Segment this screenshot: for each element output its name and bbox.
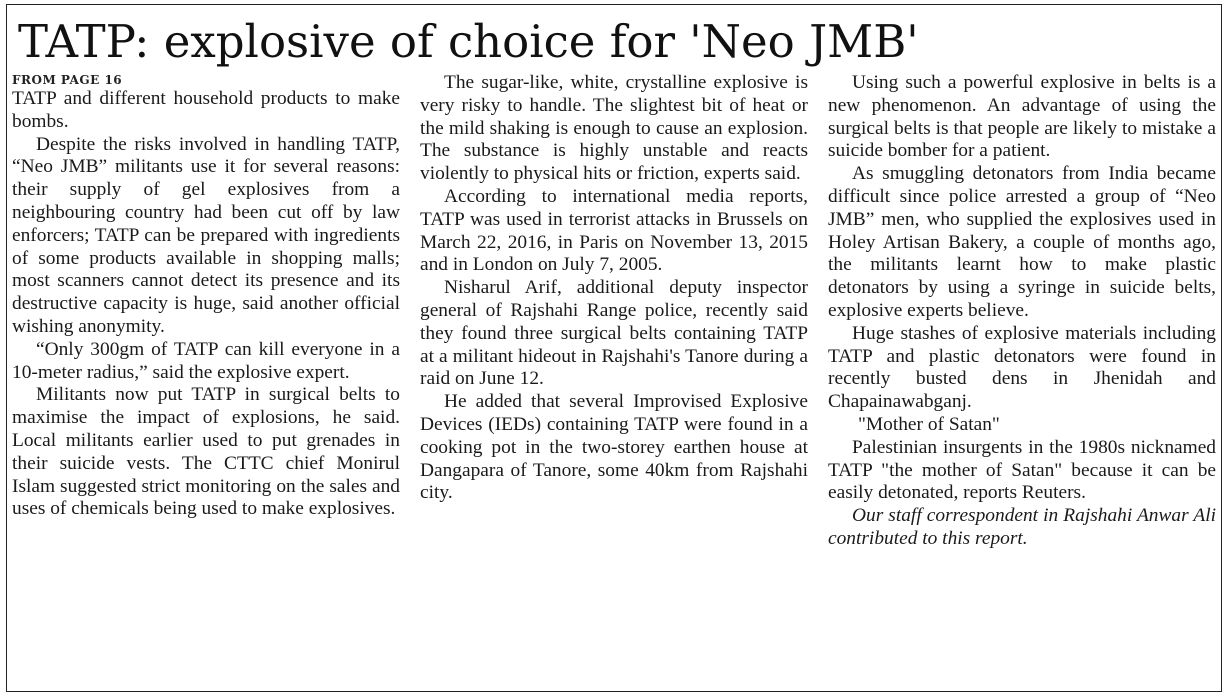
paragraph: Using such a powerful explosive in belts is a new phenomenon. An advantage of using the surgical belts is that people are likely to mistake a suicide bomber for a patient. bbox=[828, 72, 1216, 162]
byline: Our staff correspondent in Rajshahi Anwar Ali contributed to this report. bbox=[828, 505, 1216, 549]
paragraph: Huge stashes of explosive materials including TATP and plastic detonators were found in recently busted dens in Jhenidah and Chapainawabganj. bbox=[828, 322, 1216, 413]
paragraph: According to international media reports, TATP was used in terrorist attacks in Brussels on March 22, 2016, in Paris on November 13, 2015 and in London on July 7, 2005. bbox=[420, 185, 808, 276]
paragraph: Despite the risks involved in handling TATP, “Neo JMB” militants use it for several reasons: their supply of gel explosives from a neighbouring country had been cut off by law enforcers; TATP can be prepared with ingredients of some products available in shopping malls; most scanners cannot detect its presence and its destructive capacity is huge, said another official wishing anonymity. bbox=[12, 133, 400, 337]
paragraph: As smuggling detonators from India became difficult since police arrested a group of “Neo JMB” men, who supplied the explosives used in Holey Artisan Bakery, a couple of months ago, the militants learnt how to make plastic detonators by using a syringe in suicide belts, explosive experts believe. bbox=[828, 163, 1216, 321]
continued-from-label: FROM PAGE 16 bbox=[12, 73, 123, 87]
paragraph: “Only 300gm of TATP can kill everyone in a 10-meter radius,” said the explosive expert. bbox=[12, 338, 400, 383]
article-column-2 bbox=[420, 72, 808, 505]
paragraph: Militants now put TATP in surgical belts to maximise the impact of explosions, he said. Local militants earlier used to put grenades in their suicide vests. The CTTC chief Monirul Islam suggested strict monitoring on the sales and uses of chemicals being used to make explosives. bbox=[12, 384, 400, 520]
article-column-3 bbox=[828, 72, 1216, 551]
paragraph: Nisharul Arif, additional deputy inspector general of Rajshahi Range police, recently said they found three surgical belts containing TATP at a militant hideout in Rajshahi's Tanore during a raid on June 12. bbox=[420, 277, 808, 390]
paragraph: Palestinian insurgents in the 1980s nicknamed TATP "the mother of Satan" because it can be easily detonated, reports Reuters. bbox=[828, 436, 1216, 504]
article-column-1 bbox=[12, 72, 400, 521]
paragraph: TATP and different household products to make bombs. bbox=[12, 88, 400, 132]
headline: TATP: explosive of choice for 'Neo JMB' bbox=[18, 15, 919, 68]
paragraph: He added that several Improvised Explosive Devices (IEDs) containing TATP were found in a cooking pot in the two-storey earthen house at Dangapara of Tanore, some 40km from Rajshahi city. bbox=[420, 391, 808, 504]
subheading: "Mother of Satan" bbox=[858, 413, 1000, 435]
paragraph: The sugar-like, white, crystalline explosive is very risky to handle. The slightest bit of heat or the mild shaking is enough to cause an explosion. The substance is highly unstable and reacts violently to physical hits or friction, experts said. bbox=[420, 72, 808, 185]
